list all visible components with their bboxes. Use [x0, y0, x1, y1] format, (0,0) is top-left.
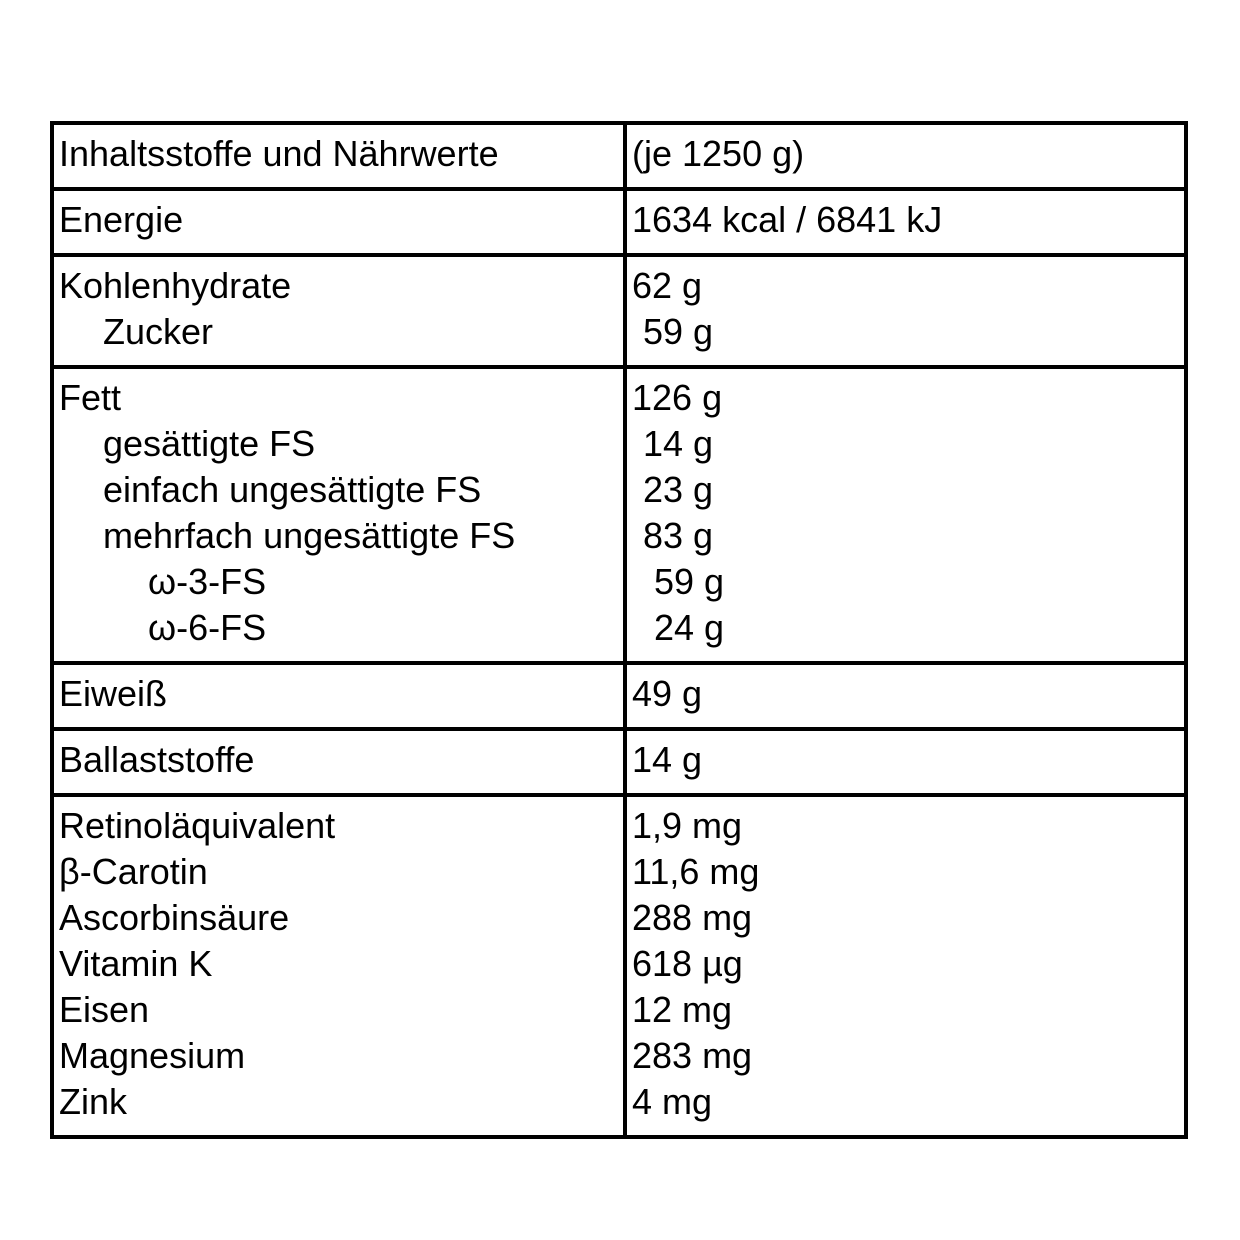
omega3-label: ω-3-FS — [148, 561, 267, 602]
carotene-value: 11,6 mg — [632, 851, 760, 892]
polyunsaturated-fat-label: mehrfach ungesättigte FS — [103, 515, 516, 556]
magnesium-label: Magnesium — [59, 1035, 246, 1076]
header-name-cell — [52, 123, 625, 189]
header-row — [52, 123, 1186, 189]
fat-label: Fett — [59, 377, 122, 418]
energy-row — [52, 189, 1186, 255]
sugar-value: 59 g — [643, 311, 714, 352]
carbohydrates-value-cell — [625, 255, 1186, 367]
energy-value: 1634 kcal / 6841 kJ — [632, 199, 943, 240]
zinc-label: Zink — [59, 1081, 128, 1122]
iron-label: Eisen — [59, 989, 150, 1030]
header-unit: (je 1250 g) — [632, 133, 805, 174]
energy-value-cell — [625, 189, 1186, 255]
sugar-label: Zucker — [103, 311, 214, 352]
fiber-value: 14 g — [632, 739, 703, 780]
fat-name-cell — [52, 367, 625, 663]
fat-value-cell — [625, 367, 1186, 663]
micronutrients-value-cell — [625, 795, 1186, 1137]
retinol-label: Retinoläquivalent — [59, 805, 336, 846]
protein-value-cell — [625, 663, 1186, 729]
micronutrients-name-cell — [52, 795, 625, 1137]
vitamin-k-value: 618 µg — [632, 943, 743, 984]
zinc-value: 4 mg — [632, 1081, 713, 1122]
monounsaturated-fat-value: 23 g — [643, 469, 714, 510]
polyunsaturated-fat-value: 83 g — [643, 515, 714, 556]
protein-row — [52, 663, 1186, 729]
carotene-label: β-Carotin — [59, 851, 208, 892]
nutrition-table — [50, 121, 1188, 1139]
omega6-label: ω-6-FS — [148, 607, 267, 648]
fiber-label: Ballaststoffe — [59, 739, 255, 780]
carbohydrates-label: Kohlenhydrate — [59, 265, 292, 306]
omega6-value: 24 g — [654, 607, 725, 648]
fiber-name-cell — [52, 729, 625, 795]
iron-value: 12 mg — [632, 989, 733, 1030]
vitamin-k-label: Vitamin K — [59, 943, 213, 984]
protein-value: 49 g — [632, 673, 703, 714]
monounsaturated-fat-label: einfach ungesättigte FS — [103, 469, 482, 510]
fat-row — [52, 367, 1186, 663]
saturated-fat-value: 14 g — [643, 423, 714, 464]
retinol-value: 1,9 mg — [632, 805, 743, 846]
header-value-cell — [625, 123, 1186, 189]
fat-value: 126 g — [632, 377, 723, 418]
header-label: Inhaltsstoffe und Nährwerte — [59, 133, 499, 174]
fiber-row — [52, 729, 1186, 795]
carbohydrates-row — [52, 255, 1186, 367]
carbohydrates-name-cell — [52, 255, 625, 367]
saturated-fat-label: gesättigte FS — [103, 423, 316, 464]
micronutrients-row — [52, 795, 1186, 1137]
protein-label: Eiweiß — [59, 673, 168, 714]
omega3-value: 59 g — [654, 561, 725, 602]
magnesium-value: 283 mg — [632, 1035, 753, 1076]
carbohydrates-value: 62 g — [632, 265, 703, 306]
ascorbic-acid-label: Ascorbinsäure — [59, 897, 290, 938]
energy-label: Energie — [59, 199, 184, 240]
energy-name-cell — [52, 189, 625, 255]
fiber-value-cell — [625, 729, 1186, 795]
protein-name-cell — [52, 663, 625, 729]
ascorbic-acid-value: 288 mg — [632, 897, 753, 938]
